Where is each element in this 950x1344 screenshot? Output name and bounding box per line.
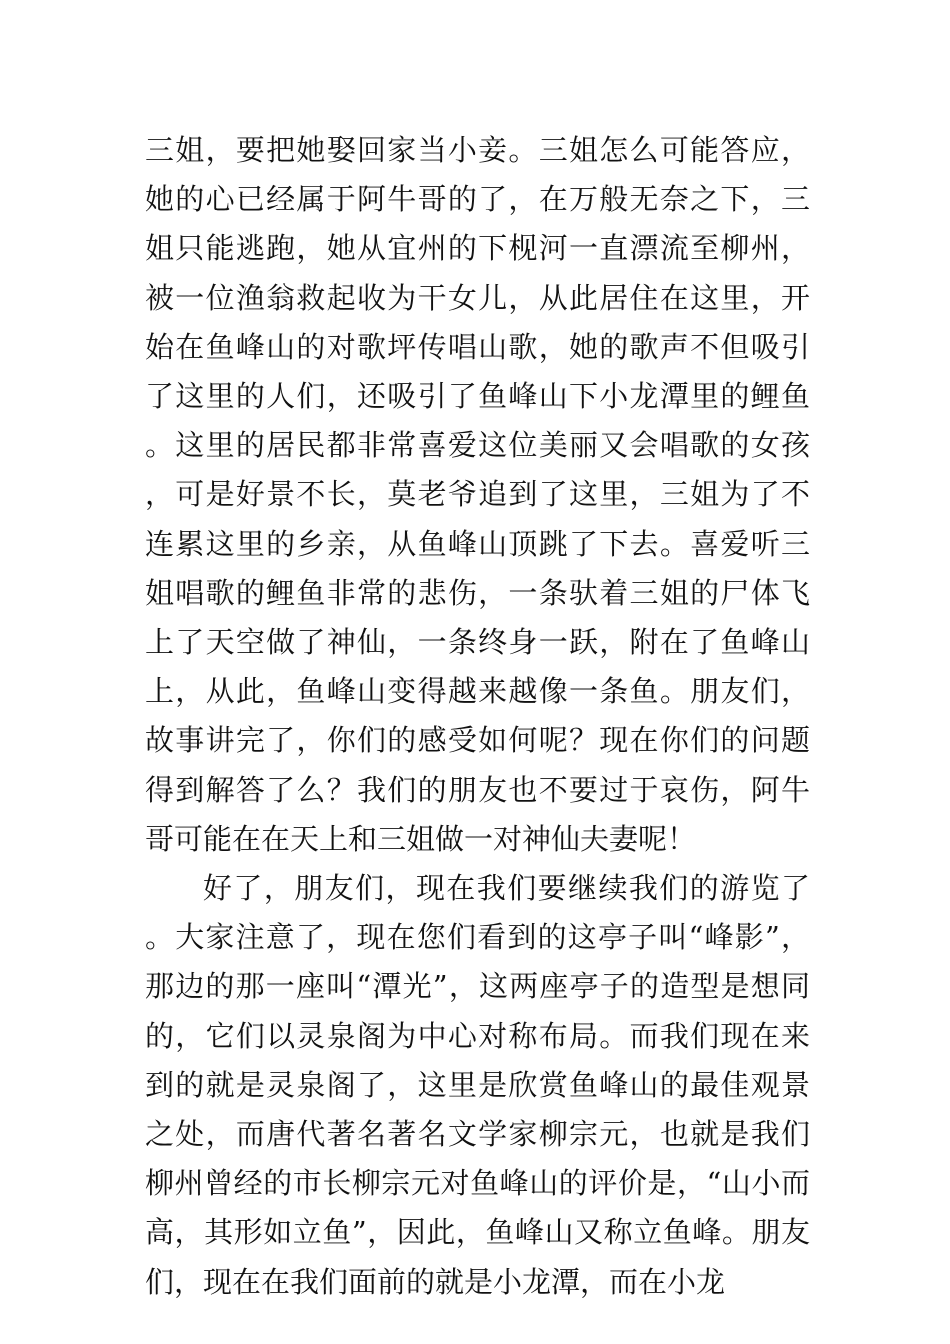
- paragraph-pavilion-tour: 好了，朋友们，现在我们要继续我们的游览了。大家注意了，现在您们看到的这亭子叫“峰影”，那边的那一座叫“潭光”，这两座亭子的造型是想同的，它们以灵泉阁为中心对称布局。而我们现在来到的就是灵泉阁了，这里是欣赏鱼峰山的最佳观景之处，而唐代著名著名文学家柳宗元，也就是我们柳州曾经的市长柳宗元对鱼峰山的评价是，“山小而高，其形如立鱼”，因此，鱼峰山又称立鱼峰。朋友们，现在在我们面前的就是小龙潭，而在小龙: [145, 871, 810, 1299]
- body-text: [145, 126, 810, 1307]
- paragraph-story-ending: 三姐，要把她娶回家当小妾。三姐怎么可能答应，她的心已经属于阿牛哥的了，在万般无奈之下，三姐只能逃跑，她从宜州的下枧河一直漂流至柳州，被一位渔翁救起收为干女儿，从此居住在这里，开始在鱼峰山的对歌坪传唱山歌，她的歌声不但吸引了这里的人们，还吸引了鱼峰山下小龙潭里的鲤鱼。这里的居民都非常喜爱这位美丽又会唱歌的女孩，可是好景不长，莫老爷追到了这里，三姐为了不连累这里的乡亲，从鱼峰山顶跳了下去。喜爱听三姐唱歌的鲤鱼非常的悲伤，一条驮着三姐的尸体飞上了天空做了神仙，一条终身一跃，附在了鱼峰山上，从此，鱼峰山变得越来越像一条鱼。朋友们，故事讲完了，你们的感受如何呢？现在你们的问题得到解答了么？我们的朋友也不要过于哀伤，阿牛哥可能在在天上和三姐做一对神仙夫妻呢！: [145, 133, 810, 856]
